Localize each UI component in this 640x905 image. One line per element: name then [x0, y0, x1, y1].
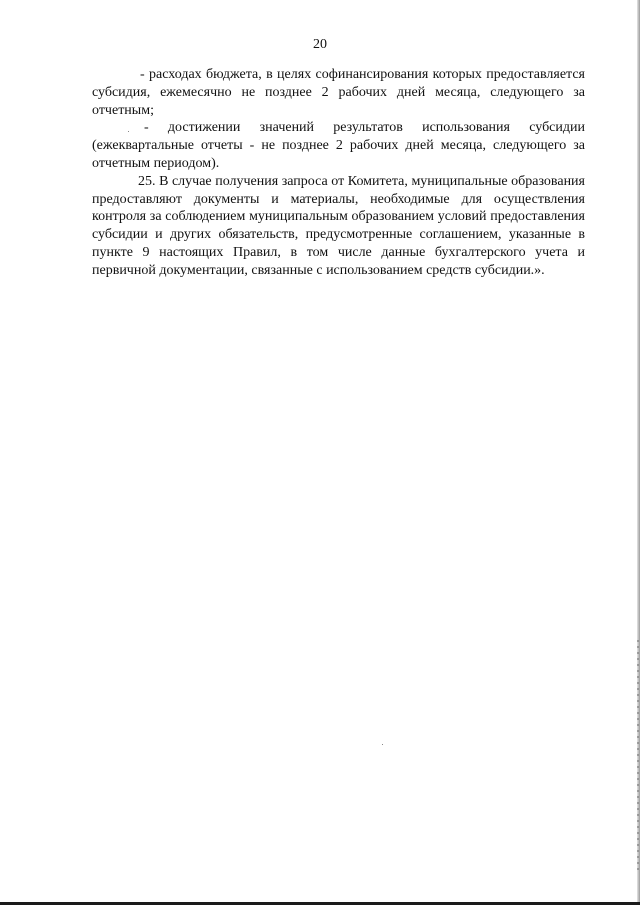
scan-edge-artifact	[637, 640, 639, 870]
paragraph-item-25: 25. В случае получения запроса от Комитета, муниципальные образования предоставляют документы и материалы, необходимые для осуществления контроля за соблюдением муниципальным образованием условий предоставления субсидии и других обязательств, предусмотренные соглашением, указанные в пункте 9 настоящих Правил, в том числе данные бухгалтерского учета и первичной документации, связанные с использованием средств субсидии.».	[92, 173, 585, 278]
document-body	[92, 66, 585, 280]
paragraph-results-achievement: - достижении значений результатов использования субсидии (ежеквартальные отчеты - не позднее 2 рабочих дней месяца, следующего за отчетным периодом).	[92, 120, 585, 171]
scan-speck	[128, 131, 129, 132]
scan-speck	[382, 744, 383, 745]
page-number: 20	[313, 37, 327, 52]
paragraph-budget-expenses: - расходах бюджета, в целях софинансирования которых предоставляется субсидия, ежемесячно не позднее 2 рабочих дней месяца, следующего за отчетным;	[92, 67, 585, 118]
